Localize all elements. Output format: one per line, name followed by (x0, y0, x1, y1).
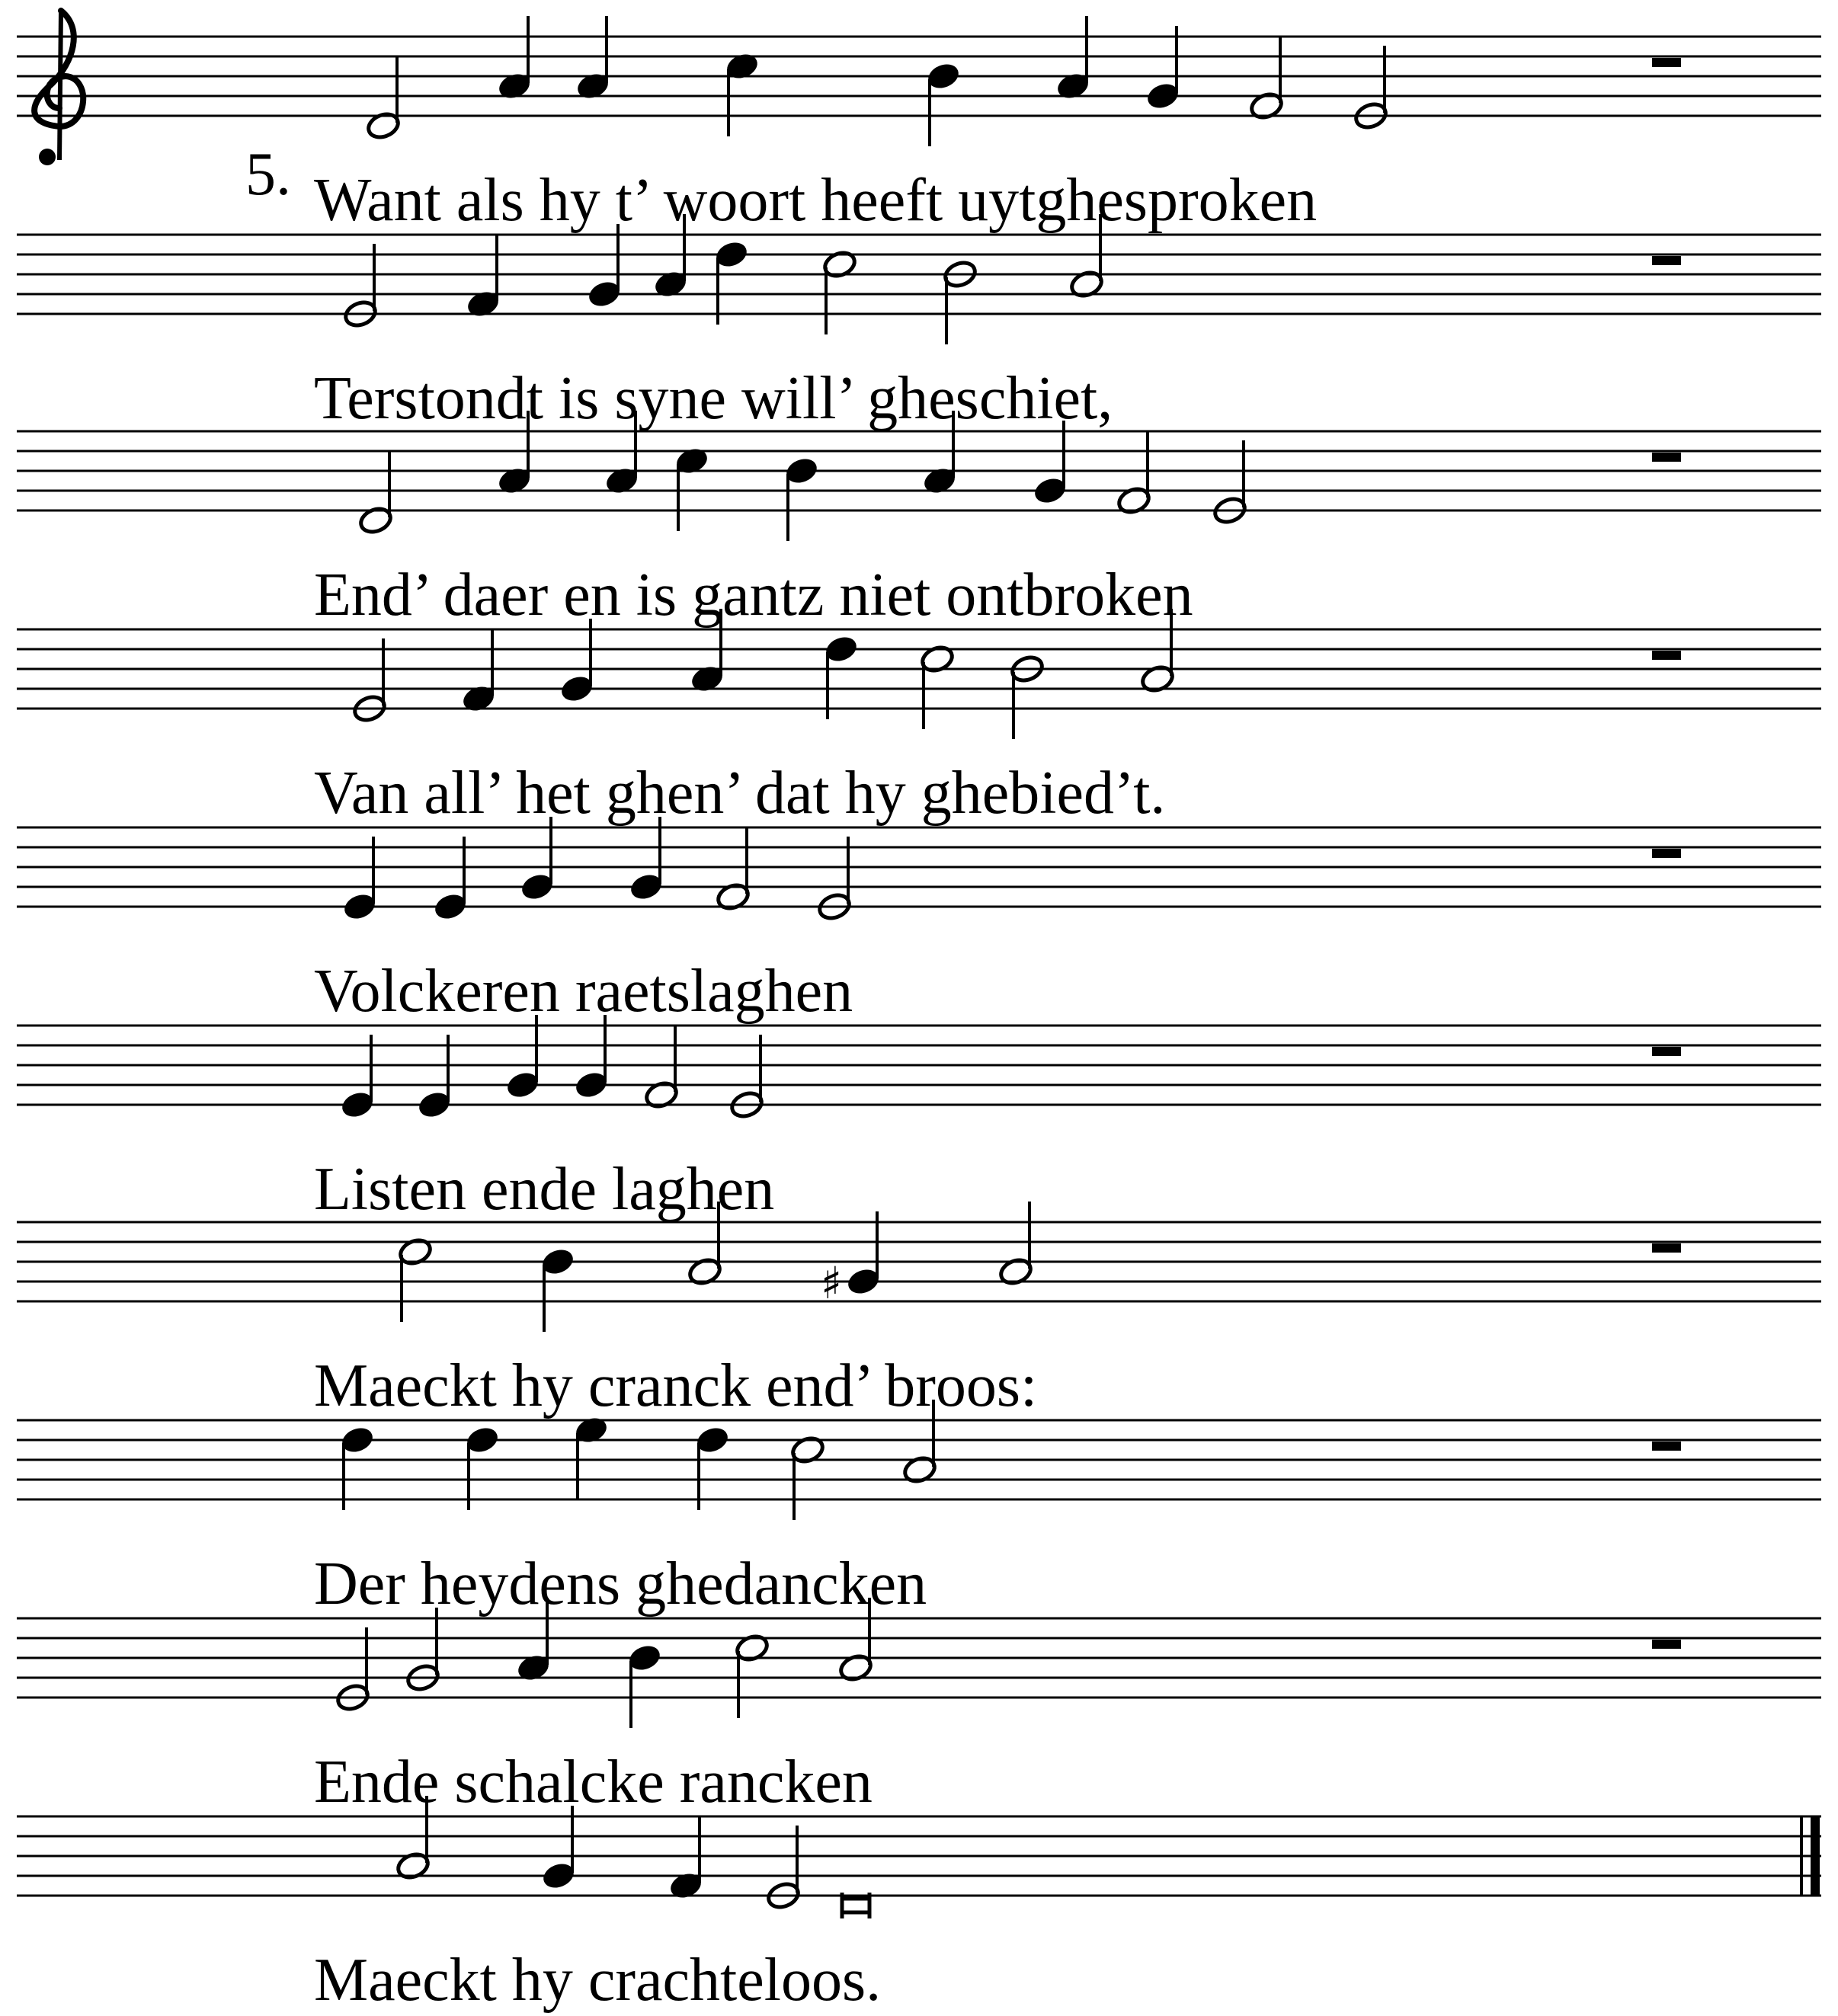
note (559, 619, 595, 704)
sharp-icon: ♯ (821, 1257, 843, 1309)
note (339, 1425, 376, 1510)
note (335, 1627, 371, 1713)
staff-system (17, 411, 1821, 629)
staff-system (17, 1400, 1821, 1618)
note (783, 456, 820, 541)
half-rest-icon (1652, 1442, 1681, 1451)
note (540, 1806, 577, 1891)
note (728, 1035, 765, 1120)
note (1212, 440, 1248, 526)
note (668, 1816, 704, 1901)
note (342, 244, 379, 329)
note (724, 51, 760, 136)
note (628, 817, 664, 902)
note (465, 234, 501, 319)
note (816, 837, 853, 922)
note (519, 817, 556, 902)
half-rest-icon (1652, 1047, 1681, 1056)
lyric-line: Der heydens ghedancken (314, 1550, 927, 1618)
staff-system (17, 817, 1821, 1025)
note (789, 1435, 826, 1520)
clef-stem (59, 11, 61, 160)
note (919, 644, 956, 729)
half-rest-icon (1652, 256, 1681, 265)
lyric-line: Van all’ het ghen’ dat hy ghebied’t. (314, 760, 1166, 827)
staff-system (17, 1015, 1821, 1223)
note (1116, 430, 1152, 516)
note (713, 239, 750, 325)
staff-system (17, 214, 1821, 432)
lyric-line: Maeckt hy cranck end’ broos: (314, 1352, 1038, 1419)
note (823, 634, 860, 719)
staff-system (17, 1202, 1821, 1419)
lyric-line: Maeckt hy crachteloos. (314, 1947, 882, 2014)
note (674, 446, 710, 531)
note (694, 1425, 731, 1510)
note (540, 1246, 576, 1332)
half-rest-icon (1652, 58, 1681, 67)
note (575, 16, 611, 101)
note (821, 1211, 882, 1309)
lyric-line: Want als hy t’ woort heeft uytghesproken (314, 167, 1318, 234)
half-rest-icon (1652, 1640, 1681, 1649)
treble-clef-icon (34, 11, 83, 165)
note (1145, 26, 1181, 111)
note (643, 1025, 680, 1110)
note (504, 1015, 541, 1100)
note (573, 1015, 610, 1100)
note (365, 56, 402, 141)
note (1009, 654, 1045, 739)
note (432, 837, 469, 922)
note (397, 1237, 434, 1322)
lyric-line: Volckeren raetslaghen (314, 958, 853, 1025)
verse-number: 5. (245, 141, 291, 208)
note (351, 638, 388, 724)
note (1055, 16, 1091, 101)
staff-system (17, 609, 1821, 827)
half-rest-icon (1652, 651, 1681, 660)
note (942, 259, 978, 344)
final-barline (1811, 1816, 1820, 1896)
note (464, 1425, 501, 1510)
note (1032, 421, 1068, 506)
half-rest-icon (1652, 1243, 1681, 1253)
note (405, 1608, 441, 1693)
lyric-line: Ende schalcke rancken (314, 1749, 873, 1816)
note (1353, 46, 1389, 131)
note (573, 1415, 610, 1500)
lyric-line: End’ daer en is gantz niet ontbroken (314, 562, 1193, 629)
note (496, 16, 533, 101)
note (734, 1633, 770, 1718)
breve-head (842, 1899, 869, 1912)
note (1248, 36, 1285, 121)
note (765, 1826, 802, 1911)
half-rest-icon (1652, 453, 1681, 462)
note (925, 61, 962, 146)
note (460, 629, 497, 714)
note (339, 1035, 376, 1120)
lyric-line: Listen ende laghen (314, 1156, 775, 1223)
note (821, 249, 858, 334)
note (341, 837, 378, 922)
staff-system (17, 1598, 1821, 1816)
note (586, 224, 623, 309)
note (416, 1035, 453, 1120)
staff-system (17, 1796, 1821, 2014)
note (715, 827, 751, 912)
lyric-line: Terstondt is syne will’ gheschiet, (314, 365, 1113, 432)
note (997, 1202, 1034, 1287)
note (626, 1643, 663, 1728)
half-rest-icon (1652, 849, 1681, 858)
note (357, 450, 394, 536)
clef-dot (39, 149, 56, 165)
